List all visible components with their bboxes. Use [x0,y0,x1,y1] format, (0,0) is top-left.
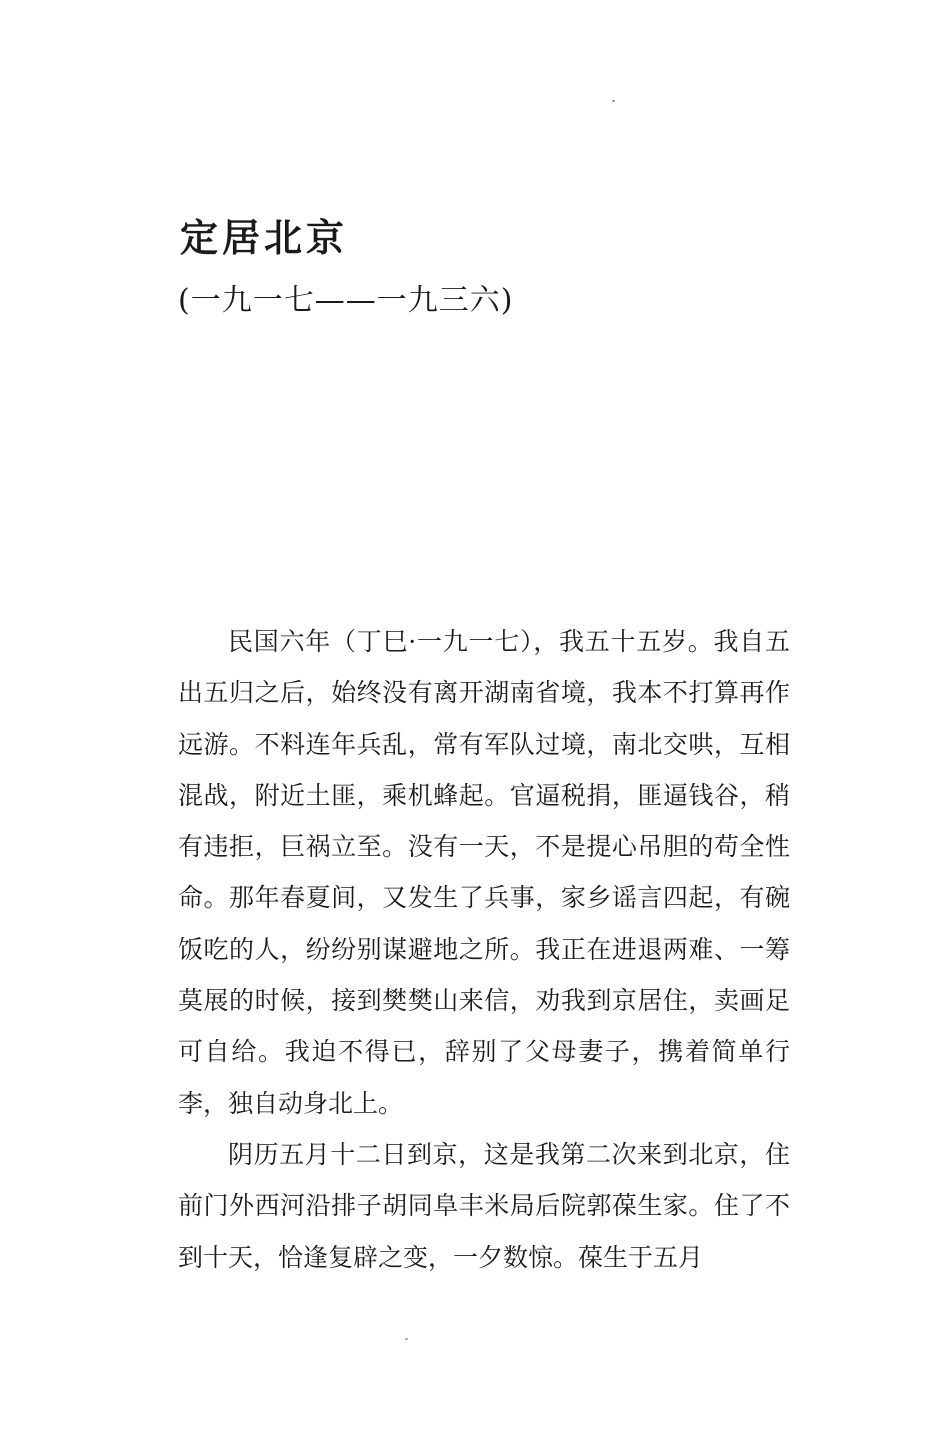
body-text [178,616,790,1283]
scan-speck [612,100,615,102]
paragraph: 民国六年（丁巳·一九一七），我五十五岁。我自五出五归之后，始终没有离开湖南省境，我本不打算再作远游。不料连年兵乱，常有军队过境，南北交哄，互相混战，附近土匪，乘机蜂起。官逼税捐，匪逼钱谷，稍有违拒，巨祸立至。没有一天，不是提心吊胆的苟全性命。那年春夏间，又发生了兵事，家乡谣言四起，有碗饭吃的人，纷纷别谋避地之所。我正在进退两难、一筹莫展的时候，接到樊樊山来信，劝我到京居住，卖画足可自给。我迫不得已，辞别了父母妻子，携着简单行李，独自动身北上。 [178,627,790,1118]
chapter-title: 定居北京 [180,215,349,260]
chapter-subtitle: (一九一七——一九三六) [178,283,514,318]
paragraph: 阴历五月十二日到京，这是我第二次来到北京，住前门外西河沿排子胡同阜丰米局后院郭葆生家。住了不到十天，恰逢复辟之变，一夕数惊。葆生于五月 [178,1139,790,1272]
scan-speck [405,1338,408,1340]
